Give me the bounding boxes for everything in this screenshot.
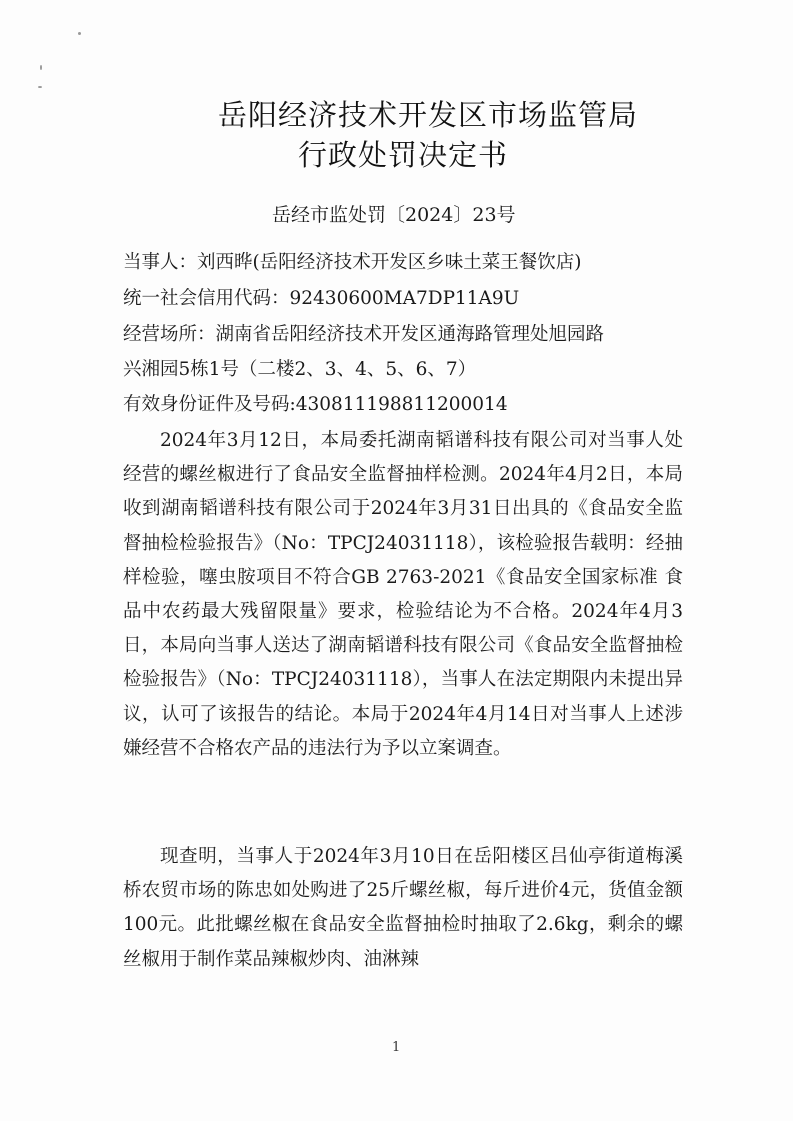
id-number: 有效身份证件及号码:430811198811200014	[123, 394, 508, 415]
business-address-line1: 经营场所：湖南省岳阳经济技术开发区通海路管理处旭园路	[123, 324, 605, 345]
scan-speck	[38, 86, 42, 88]
body-paragraph-2: 现查明，当事人于2024年3月10日在岳阳楼区吕仙亭街道梅溪桥农贸市场的陈忠如处购进了25斤螺丝椒，每斤进价4元，货值金额100元。此批螺丝椒在食品安全监督抽检时抽取了2.6kg，剩余的螺丝椒用于制作菜品辣椒炒肉、油淋辣	[123, 846, 683, 970]
page-number: 1	[392, 1040, 401, 1055]
document-title-line2: 行政处罚决定书	[298, 138, 509, 172]
scan-speck	[78, 32, 81, 35]
credit-code: 统一社会信用代码：92430600MA7DP11A9U	[123, 288, 520, 309]
body-paragraph-1: 2024年3月12日，本局委托湖南韬谱科技有限公司对当事人处经营的螺丝椒进行了食品安全监督抽样检测。2024年4月2日，本局收到湖南韬谱科技有限公司于2024年3月31日出具的《食品安全监督抽检检验报告》（No：TPCJ24031118），该检验报告载明：经抽样检验，噻虫胺项目不符合GB 2763-2021《食品安全国家标准 食品中农药最大残留限量》要求，检验结论为不合格。2024年4月3日，本局向当事人送达了湖南韬谱科技有限公司《食品安全监督抽检检验报告》（No：TPCJ24031118），当事人在法定期限内未提出异议，认可了该报告的结论。本局于2024年4月14日对当事人上述涉嫌经营不合格农产品的违法行为予以立案调查。	[123, 430, 683, 759]
document-number: 岳经市监处罚〔2024〕23号	[272, 204, 516, 226]
document-title-line1: 岳阳经济技术开发区市场监管局	[218, 98, 639, 132]
party-name: 当事人：刘西晔(岳阳经济技术开发区乡味土菜王餐饮店)	[123, 252, 582, 273]
business-address-line2: 兴湘园5栋1号（二楼2、3、4、5、6、7）	[123, 359, 477, 380]
scan-speck	[40, 65, 42, 70]
